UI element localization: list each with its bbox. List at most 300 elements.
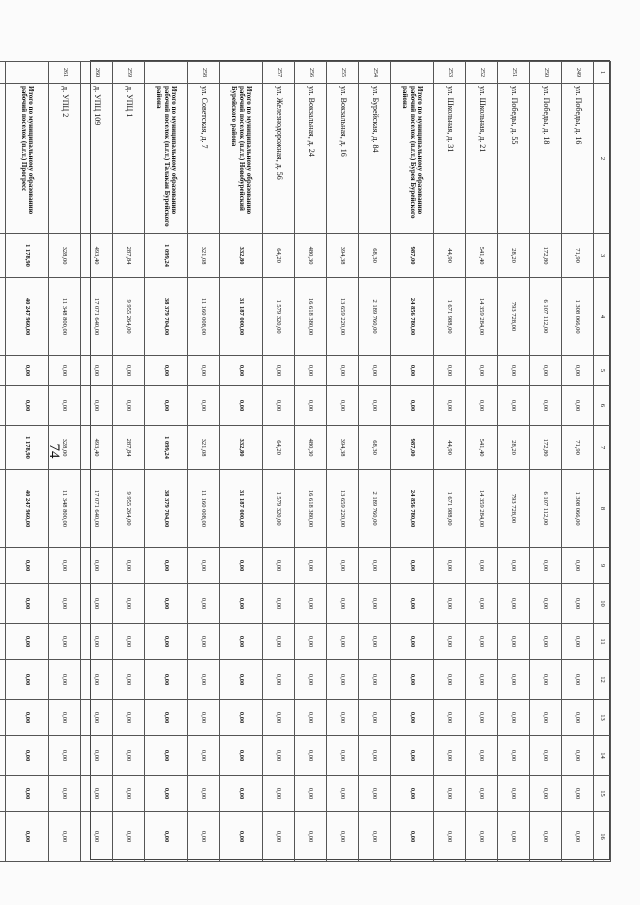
value-cell: 0,00 bbox=[145, 776, 188, 812]
value-cell: 0,00 bbox=[391, 624, 434, 660]
value-cell: 0,00 bbox=[6, 812, 49, 862]
row-number-cell: 255 bbox=[327, 62, 359, 84]
value-cell: 493,40 bbox=[81, 426, 113, 470]
value-cell: 0,00 bbox=[562, 776, 594, 812]
value-cell: 0,00 bbox=[188, 356, 220, 386]
row-number-cell bbox=[6, 62, 49, 84]
value-cell: 0,00 bbox=[49, 356, 81, 386]
value-cell: 0,00 bbox=[466, 624, 498, 660]
value-cell: 0,00 bbox=[530, 624, 562, 660]
value-cell: 987,00 bbox=[391, 426, 434, 470]
value-cell: 0,00 bbox=[498, 584, 530, 624]
value-cell: 287,84 bbox=[113, 426, 145, 470]
value-cell: 0,00 bbox=[530, 584, 562, 624]
value-cell: 40 247 960,00 bbox=[6, 278, 49, 356]
page-number: 74 bbox=[46, 443, 62, 459]
row-number-cell bbox=[391, 62, 434, 84]
value-cell: 0,00 bbox=[6, 584, 49, 624]
value-cell: 0,00 bbox=[434, 660, 466, 700]
address-cell: ул. Школьная, д. 31 bbox=[434, 84, 466, 234]
value-cell: 0,00 bbox=[434, 700, 466, 736]
value-cell: 0,00 bbox=[220, 660, 263, 700]
table-row bbox=[263, 62, 295, 862]
value-cell: 0,00 bbox=[263, 624, 295, 660]
value-cell: 0,00 bbox=[263, 736, 295, 776]
value-cell: 68,30 bbox=[359, 426, 391, 470]
value-cell: 0,00 bbox=[562, 700, 594, 736]
table-row bbox=[434, 62, 466, 862]
value-cell: 38 379 704,00 bbox=[145, 470, 188, 548]
value-cell: 0,00 bbox=[145, 386, 188, 426]
value-cell: 0,00 bbox=[530, 356, 562, 386]
value-cell: 38 379 704,00 bbox=[145, 278, 188, 356]
value-cell: 0,00 bbox=[434, 386, 466, 426]
value-cell: 0,00 bbox=[562, 548, 594, 584]
row-number-cell: 259 bbox=[113, 62, 145, 84]
value-cell: 0,00 bbox=[391, 812, 434, 862]
value-cell: 0,00 bbox=[359, 624, 391, 660]
value-cell: 0,00 bbox=[498, 736, 530, 776]
row-number-cell: 260 bbox=[81, 62, 113, 84]
value-cell: 0,00 bbox=[145, 584, 188, 624]
value-cell: 1 178,90 bbox=[6, 426, 49, 470]
header-cell: 10 bbox=[594, 584, 611, 624]
table-header-row bbox=[594, 62, 611, 862]
value-cell: 71,90 bbox=[562, 234, 594, 278]
value-cell: 0,00 bbox=[391, 776, 434, 812]
value-cell: 0,00 bbox=[359, 812, 391, 862]
value-cell: 0,00 bbox=[359, 356, 391, 386]
value-cell: 17 071 640,00 bbox=[81, 278, 113, 356]
subtotal-row bbox=[391, 62, 434, 862]
value-cell: 1 178,90 bbox=[6, 234, 49, 278]
row-number-cell bbox=[220, 62, 263, 84]
value-cell: 11 348 800,00 bbox=[49, 278, 81, 356]
value-cell: 0,00 bbox=[263, 584, 295, 624]
row-number-cell: 256 bbox=[295, 62, 327, 84]
value-cell: 0,00 bbox=[466, 356, 498, 386]
value-cell: 0,00 bbox=[188, 812, 220, 862]
value-cell: 2 189 760,00 bbox=[359, 470, 391, 548]
value-cell: 0,00 bbox=[188, 584, 220, 624]
value-cell bbox=[0, 548, 6, 584]
value-cell: 44,90 bbox=[434, 426, 466, 470]
value-cell: 0,00 bbox=[49, 776, 81, 812]
value-cell: 0,00 bbox=[220, 776, 263, 812]
value-cell: 64,20 bbox=[263, 234, 295, 278]
value-cell: 0,00 bbox=[220, 584, 263, 624]
value-cell: 0,00 bbox=[113, 386, 145, 426]
value-cell: 0,00 bbox=[145, 356, 188, 386]
value-cell: 0,00 bbox=[145, 548, 188, 584]
value-cell: 64,20 bbox=[263, 426, 295, 470]
value-cell: 14 359 284,00 bbox=[466, 470, 498, 548]
value-cell: 0,00 bbox=[295, 812, 327, 862]
value-cell: 0,00 bbox=[327, 660, 359, 700]
value-cell: 0,00 bbox=[434, 624, 466, 660]
value-cell: 0,00 bbox=[434, 736, 466, 776]
value-cell: 13 659 220,00 bbox=[327, 470, 359, 548]
value-cell: 0,00 bbox=[145, 624, 188, 660]
value-cell: 0,00 bbox=[81, 812, 113, 862]
value-cell: 0,00 bbox=[49, 548, 81, 584]
value-cell: 0,00 bbox=[498, 386, 530, 426]
value-cell: 0,00 bbox=[49, 660, 81, 700]
value-cell: 44,90 bbox=[434, 234, 466, 278]
value-cell: 0,00 bbox=[81, 776, 113, 812]
value-cell: 0,00 bbox=[220, 812, 263, 862]
value-cell: 0,00 bbox=[466, 700, 498, 736]
row-number-cell: 258 bbox=[188, 62, 220, 84]
value-cell: 0,00 bbox=[145, 700, 188, 736]
value-cell bbox=[0, 426, 6, 470]
value-cell bbox=[0, 660, 6, 700]
value-cell: 1 099,24 bbox=[145, 234, 188, 278]
value-cell: 0,00 bbox=[263, 386, 295, 426]
value-cell: 0,00 bbox=[220, 624, 263, 660]
value-cell: 0,00 bbox=[466, 776, 498, 812]
value-cell: 16 618 380,00 bbox=[295, 278, 327, 356]
value-cell: 0,00 bbox=[562, 660, 594, 700]
value-cell: 0,00 bbox=[6, 776, 49, 812]
value-cell: 0,00 bbox=[498, 776, 530, 812]
address-cell: Итого по муниципальному образованию рабочий поселок (п.г.т.) Новобурейский Бурейского района bbox=[220, 84, 263, 234]
value-cell: 0,00 bbox=[6, 624, 49, 660]
value-cell: 541,40 bbox=[466, 426, 498, 470]
row-number-cell: 254 bbox=[359, 62, 391, 84]
value-cell: 0,00 bbox=[113, 812, 145, 862]
value-cell: 0,00 bbox=[188, 386, 220, 426]
value-cell: 11 348 800,00 bbox=[49, 470, 81, 548]
value-cell: 0,00 bbox=[49, 812, 81, 862]
value-cell: 0,00 bbox=[220, 700, 263, 736]
value-cell: 0,00 bbox=[391, 584, 434, 624]
value-cell: 0,00 bbox=[295, 776, 327, 812]
value-cell: 0,00 bbox=[562, 812, 594, 862]
value-cell: 0,00 bbox=[391, 700, 434, 736]
value-cell: 0,00 bbox=[498, 812, 530, 862]
table-row bbox=[81, 62, 113, 862]
row-number-cell: 253 bbox=[434, 62, 466, 84]
value-cell: 0,00 bbox=[6, 700, 49, 736]
value-cell: 321,08 bbox=[188, 234, 220, 278]
table-row bbox=[113, 62, 145, 862]
header-cell: 8 bbox=[594, 470, 611, 548]
subtotal-row bbox=[6, 62, 49, 862]
value-cell: 0,00 bbox=[81, 660, 113, 700]
value-cell: 0,00 bbox=[220, 736, 263, 776]
value-cell: 0,00 bbox=[188, 548, 220, 584]
value-cell: 0,00 bbox=[295, 356, 327, 386]
value-cell: 541,40 bbox=[466, 234, 498, 278]
value-cell: 0,00 bbox=[49, 736, 81, 776]
value-cell: 40 247 960,00 bbox=[6, 470, 49, 548]
header-cell: 5 bbox=[594, 356, 611, 386]
value-cell: 0,00 bbox=[327, 812, 359, 862]
value-cell: 0,00 bbox=[327, 700, 359, 736]
value-cell: 1 099,24 bbox=[145, 426, 188, 470]
value-cell: 6 107 112,00 bbox=[530, 278, 562, 356]
value-cell: 172,80 bbox=[530, 234, 562, 278]
value-cell: 328,00 bbox=[49, 426, 81, 470]
value-cell: 0,00 bbox=[263, 700, 295, 736]
value-cell bbox=[0, 278, 6, 356]
header-cell: 4 bbox=[594, 278, 611, 356]
value-cell: 13 659 220,00 bbox=[327, 278, 359, 356]
value-cell: 0,00 bbox=[6, 356, 49, 386]
value-cell: 321,08 bbox=[188, 426, 220, 470]
value-cell: 0,00 bbox=[113, 548, 145, 584]
address-cell: ул. Победы, д. 16 bbox=[562, 84, 594, 234]
value-cell: 0,00 bbox=[6, 660, 49, 700]
value-cell bbox=[0, 584, 6, 624]
value-cell: 0,00 bbox=[562, 356, 594, 386]
value-cell: 71,90 bbox=[562, 426, 594, 470]
value-cell: 0,00 bbox=[6, 736, 49, 776]
value-cell: 0,00 bbox=[113, 624, 145, 660]
value-cell: 0,00 bbox=[220, 386, 263, 426]
value-cell: 0,00 bbox=[145, 812, 188, 862]
value-cell: 0,00 bbox=[327, 776, 359, 812]
value-cell: 0,00 bbox=[295, 700, 327, 736]
value-cell: 0,00 bbox=[466, 812, 498, 862]
address-cell: д. УПЦ 109 bbox=[81, 84, 113, 234]
table-row bbox=[530, 62, 562, 862]
value-cell bbox=[0, 736, 6, 776]
value-cell: 0,00 bbox=[188, 660, 220, 700]
value-cell: 0,00 bbox=[263, 812, 295, 862]
value-cell: 0,00 bbox=[327, 736, 359, 776]
header-cell: 12 bbox=[594, 660, 611, 700]
value-cell: 24 856 780,00 bbox=[391, 278, 434, 356]
header-cell: 1 bbox=[594, 62, 611, 84]
value-cell: 11 160 008,00 bbox=[188, 278, 220, 356]
value-cell: 0,00 bbox=[530, 386, 562, 426]
value-cell: 0,00 bbox=[81, 548, 113, 584]
value-cell: 11 160 008,00 bbox=[188, 470, 220, 548]
value-cell: 0,00 bbox=[391, 548, 434, 584]
value-cell: 0,00 bbox=[188, 736, 220, 776]
address-cell: ул. Вокзальная, д. 24 bbox=[295, 84, 327, 234]
header-cell: 13 bbox=[594, 700, 611, 736]
value-cell: 0,00 bbox=[466, 584, 498, 624]
table-row bbox=[466, 62, 498, 862]
value-cell: 1 671 988,00 bbox=[434, 470, 466, 548]
header-cell: 2 bbox=[594, 84, 611, 234]
header-cell: 11 bbox=[594, 624, 611, 660]
value-cell: 17 071 640,00 bbox=[81, 470, 113, 548]
value-cell: 0,00 bbox=[359, 386, 391, 426]
value-cell: 1 671 988,00 bbox=[434, 278, 466, 356]
value-cell: 0,00 bbox=[359, 700, 391, 736]
value-cell: 31 187 000,00 bbox=[220, 278, 263, 356]
value-cell: 0,00 bbox=[530, 776, 562, 812]
value-cell: 0,00 bbox=[6, 548, 49, 584]
value-cell: 9 955 264,00 bbox=[113, 278, 145, 356]
value-cell: 0,00 bbox=[220, 548, 263, 584]
table-row bbox=[295, 62, 327, 862]
value-cell: 332,80 bbox=[220, 426, 263, 470]
value-cell: 0,00 bbox=[327, 584, 359, 624]
value-cell: 0,00 bbox=[434, 776, 466, 812]
value-cell: 0,00 bbox=[562, 386, 594, 426]
address-cell: ул. Вокзальная, д. 16 bbox=[327, 84, 359, 234]
value-cell: 793 728,00 bbox=[498, 470, 530, 548]
value-cell: 0,00 bbox=[263, 548, 295, 584]
value-cell: 0,00 bbox=[498, 624, 530, 660]
row-number-cell: 251 bbox=[498, 62, 530, 84]
value-cell: 0,00 bbox=[295, 624, 327, 660]
value-cell: 6 107 112,00 bbox=[530, 470, 562, 548]
address-cell: Итого по муниципальному образованию рабочий поселок (п.г.т.) Талакан Бурейского района bbox=[145, 84, 188, 234]
value-cell: 0,00 bbox=[434, 584, 466, 624]
value-cell: 0,00 bbox=[327, 356, 359, 386]
header-cell: 3 bbox=[594, 234, 611, 278]
address-cell: д. УПЦ 2 bbox=[49, 84, 81, 234]
value-cell: 0,00 bbox=[391, 736, 434, 776]
value-cell: 1 308 066,00 bbox=[562, 278, 594, 356]
value-cell: 0,00 bbox=[145, 736, 188, 776]
value-cell bbox=[0, 356, 6, 386]
value-cell: 394,38 bbox=[327, 234, 359, 278]
value-cell: 0,00 bbox=[113, 356, 145, 386]
value-cell: 0,00 bbox=[188, 776, 220, 812]
value-cell: 0,00 bbox=[81, 736, 113, 776]
value-cell: 2 189 760,00 bbox=[359, 278, 391, 356]
value-cell bbox=[0, 776, 6, 812]
value-cell: 0,00 bbox=[434, 812, 466, 862]
value-cell: 0,00 bbox=[434, 548, 466, 584]
value-cell: 1 308 066,00 bbox=[562, 470, 594, 548]
value-cell: 0,00 bbox=[327, 624, 359, 660]
value-cell: 0,00 bbox=[6, 386, 49, 426]
value-cell: 172,80 bbox=[530, 426, 562, 470]
value-cell: 0,00 bbox=[327, 386, 359, 426]
value-cell: 0,00 bbox=[530, 700, 562, 736]
table-row bbox=[188, 62, 220, 862]
value-cell: 987,00 bbox=[391, 234, 434, 278]
address-cell: ул. Советская, д. 7 bbox=[188, 84, 220, 234]
value-cell bbox=[0, 624, 6, 660]
address-cell: ул. Школьная, д. 21 bbox=[466, 84, 498, 234]
value-cell: 0,00 bbox=[113, 776, 145, 812]
address-cell: Итого по муниципальному образованию рабочий поселок (п.г.т.) Прогресс bbox=[6, 84, 49, 234]
address-cell: ул. Победы, д. 18 bbox=[530, 84, 562, 234]
table-row bbox=[327, 62, 359, 862]
value-cell: 0,00 bbox=[263, 776, 295, 812]
address-cell: ул. Железнодорожная, д. 56 bbox=[263, 84, 295, 234]
value-cell: 0,00 bbox=[327, 548, 359, 584]
value-cell: 793 728,00 bbox=[498, 278, 530, 356]
value-cell: 0,00 bbox=[263, 356, 295, 386]
value-cell: 0,00 bbox=[188, 624, 220, 660]
address-cell bbox=[0, 84, 6, 234]
value-cell: 16 618 380,00 bbox=[295, 470, 327, 548]
value-cell: 0,00 bbox=[263, 660, 295, 700]
address-cell: ул. Бурейская, д. 84 bbox=[359, 84, 391, 234]
table-row bbox=[562, 62, 594, 862]
value-cell: 28,20 bbox=[498, 426, 530, 470]
value-cell: 0,00 bbox=[81, 356, 113, 386]
value-cell: 9 955 264,00 bbox=[113, 470, 145, 548]
header-cell: 6 bbox=[594, 386, 611, 426]
row-number-cell: 252 bbox=[466, 62, 498, 84]
value-cell: 0,00 bbox=[81, 624, 113, 660]
value-cell: 1 579 320,00 bbox=[263, 278, 295, 356]
value-cell: 0,00 bbox=[359, 736, 391, 776]
value-cell: 0,00 bbox=[49, 700, 81, 736]
value-cell: 0,00 bbox=[113, 700, 145, 736]
value-cell: 0,00 bbox=[530, 660, 562, 700]
value-cell: 480,30 bbox=[295, 426, 327, 470]
value-cell: 0,00 bbox=[530, 736, 562, 776]
value-cell: 0,00 bbox=[359, 776, 391, 812]
value-cell: 480,30 bbox=[295, 234, 327, 278]
value-cell: 0,00 bbox=[188, 700, 220, 736]
address-cell: ул. Победы, д. 55 bbox=[498, 84, 530, 234]
value-cell: 0,00 bbox=[49, 584, 81, 624]
table-row bbox=[0, 62, 6, 862]
header-cell: 16 bbox=[594, 812, 611, 862]
housing-data-table bbox=[0, 61, 611, 862]
value-cell: 0,00 bbox=[530, 812, 562, 862]
value-cell: 0,00 bbox=[434, 356, 466, 386]
row-number-cell bbox=[0, 62, 6, 84]
value-cell: 0,00 bbox=[391, 660, 434, 700]
value-cell: 0,00 bbox=[113, 736, 145, 776]
value-cell: 68,30 bbox=[359, 234, 391, 278]
value-cell: 0,00 bbox=[145, 660, 188, 700]
value-cell: 0,00 bbox=[562, 736, 594, 776]
value-cell: 0,00 bbox=[466, 660, 498, 700]
value-cell: 0,00 bbox=[295, 660, 327, 700]
value-cell: 0,00 bbox=[530, 548, 562, 584]
value-cell: 0,00 bbox=[498, 548, 530, 584]
row-number-cell: 250 bbox=[530, 62, 562, 84]
value-cell: 0,00 bbox=[498, 356, 530, 386]
row-number-cell: 257 bbox=[263, 62, 295, 84]
value-cell: 0,00 bbox=[466, 386, 498, 426]
value-cell: 0,00 bbox=[49, 624, 81, 660]
value-cell: 0,00 bbox=[220, 356, 263, 386]
value-cell: 0,00 bbox=[81, 700, 113, 736]
value-cell bbox=[0, 234, 6, 278]
value-cell: 0,00 bbox=[498, 660, 530, 700]
value-cell: 0,00 bbox=[359, 660, 391, 700]
value-cell: 1 579 320,00 bbox=[263, 470, 295, 548]
value-cell: 0,00 bbox=[359, 548, 391, 584]
row-number-cell: 249 bbox=[562, 62, 594, 84]
subtotal-row bbox=[145, 62, 188, 862]
header-cell: 9 bbox=[594, 548, 611, 584]
value-cell: 0,00 bbox=[81, 584, 113, 624]
address-cell: д. УПЦ 1 bbox=[113, 84, 145, 234]
value-cell: 0,00 bbox=[295, 584, 327, 624]
value-cell: 14 359 284,00 bbox=[466, 278, 498, 356]
table-row bbox=[49, 62, 81, 862]
value-cell: 0,00 bbox=[49, 386, 81, 426]
value-cell: 0,00 bbox=[113, 584, 145, 624]
value-cell bbox=[0, 700, 6, 736]
table-row bbox=[498, 62, 530, 862]
value-cell: 332,80 bbox=[220, 234, 263, 278]
header-cell: 7 bbox=[594, 426, 611, 470]
value-cell: 24 856 780,00 bbox=[391, 470, 434, 548]
value-cell: 394,38 bbox=[327, 426, 359, 470]
value-cell: 0,00 bbox=[295, 548, 327, 584]
row-number-cell bbox=[145, 62, 188, 84]
value-cell: 0,00 bbox=[562, 624, 594, 660]
